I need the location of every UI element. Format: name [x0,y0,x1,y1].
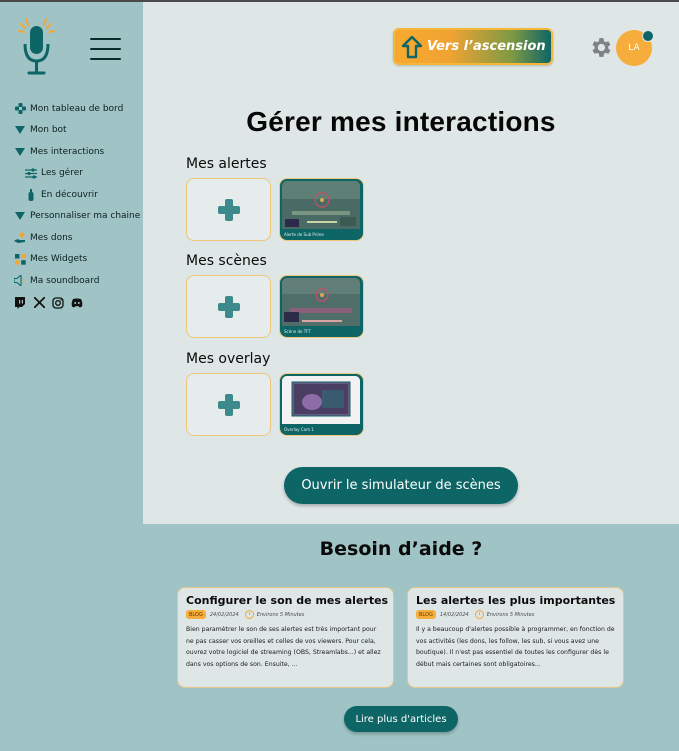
sidebar-item-label: Mes interactions [30,146,105,157]
sidebar-item-discover[interactable] [0,184,143,206]
help-title: Besoin d’aide ? [319,538,483,560]
ascend-label: Vers l’ascension [427,39,546,54]
gear-icon[interactable] [588,35,613,60]
microphone-logo-icon[interactable] [14,16,60,78]
avatar[interactable] [616,30,652,66]
article-read-time: Environs 5 Minutes [256,611,305,618]
clock-icon [245,610,254,619]
article-card[interactable] [407,587,624,688]
sidebar-item-donations[interactable] [0,227,143,249]
menu-hamburger-icon[interactable] [90,38,121,60]
sliders-icon [25,167,37,179]
main-panel [143,2,679,524]
sidebar-item-label: Les gérer [41,168,83,179]
article-date: 14/02/2024 [439,611,469,618]
article-meta [186,610,385,619]
sidebar-nav [0,98,143,309]
thumbnail-caption: Overlay Cam 1 [284,427,314,432]
notification-dot [642,30,654,42]
add-alert-button[interactable] [186,178,271,241]
clock-icon [475,610,484,619]
sidebar-item-label: En découvrir [41,189,98,200]
article-title: Configurer le son de mes alertes [186,594,389,607]
sidebar-item-label: Ma soundboard [30,275,100,286]
twitch-icon[interactable] [14,297,26,309]
dashboard-icon [14,103,26,115]
scene-preview-image [282,278,360,326]
ascend-button[interactable] [393,28,553,65]
overlay-preview-image [282,376,360,424]
sidebar-item-soundboard[interactable] [0,270,143,292]
sidebar-item-bot[interactable] [0,120,143,142]
plus-icon [218,296,240,318]
article-title: Les alertes les plus importantes [416,594,616,607]
blog-badge: BLOG [186,610,206,619]
widgets-icon [14,253,26,265]
section-label-scenes: Mes scènes [186,253,267,269]
instagram-icon[interactable] [52,297,64,309]
scene-thumbnail[interactable] [279,275,364,338]
bottle-icon [25,189,37,201]
sidebar [0,2,143,524]
arrow-up-icon [401,35,423,59]
section-label-overlay: Mes overlay [186,351,271,367]
sidebar-item-customize[interactable] [0,206,143,228]
article-card[interactable] [177,587,394,688]
article-date: 24/02/2024 [209,611,239,618]
page-title: Gérer mes interactions [246,106,556,137]
plus-icon [218,199,240,221]
sidebar-item-label: Mes Widgets [30,254,88,265]
triangle-down-icon [14,146,26,158]
add-scene-button[interactable] [186,275,271,338]
x-icon[interactable] [33,297,45,309]
avatar-initials: LA [628,43,640,53]
section-label-alerts: Mes alertes [186,156,267,172]
sidebar-item-widgets[interactable] [0,249,143,271]
add-overlay-button[interactable] [186,373,271,436]
alert-thumbnail[interactable] [279,178,364,241]
sidebar-item-label: Mon tableau de bord [30,103,124,114]
alert-preview-image [282,181,360,229]
sidebar-item-label: Personnaliser ma chaine [30,211,141,222]
article-read-time: Environs 5 Minutes [486,611,535,618]
sidebar-item-label: Mes dons [30,232,73,243]
thumbnail-caption: Alerte de Sub Prime [284,232,324,237]
blog-badge: BLOG [416,610,436,619]
triangle-down-icon [14,124,26,136]
article-meta [416,610,615,619]
sidebar-item-label: Mon bot [30,125,67,136]
article-excerpt: Il y a beaucoup d'alertes possible à programmer, en fonction de vos activités (les dons, les follow, les sub, si vous avez une boutique). Il n'est pas essentiel de toutes les configurer dès le début mais certaines sont obligatoires... [416,626,615,668]
sidebar-item-interactions[interactable] [0,141,143,163]
article-excerpt: Bien paramètrer le son de ses alertes est très important pour ne pas casser vos oreilles et celles de vos viewers. Pour cela, ouvrez votre logiciel de streaming (OBS, Streamlabs...) et allez dans vos options de son. Ensuite, ... [186,626,381,668]
read-more-articles-button[interactable]: Lire plus d'articles [344,706,458,732]
scene-simulator-button[interactable]: Ouvrir le simulateur de scènes [284,467,518,504]
sidebar-item-manage[interactable] [0,163,143,185]
plus-icon [218,394,240,416]
discord-icon[interactable] [71,297,83,309]
overlay-thumbnail[interactable] [279,373,364,436]
money-icon [14,232,26,244]
sidebar-item-dashboard[interactable] [0,98,143,120]
thumbnail-caption: Scène de TFT [284,329,311,334]
speaker-icon [14,275,26,287]
social-links [0,297,143,309]
triangle-down-icon [14,210,26,222]
